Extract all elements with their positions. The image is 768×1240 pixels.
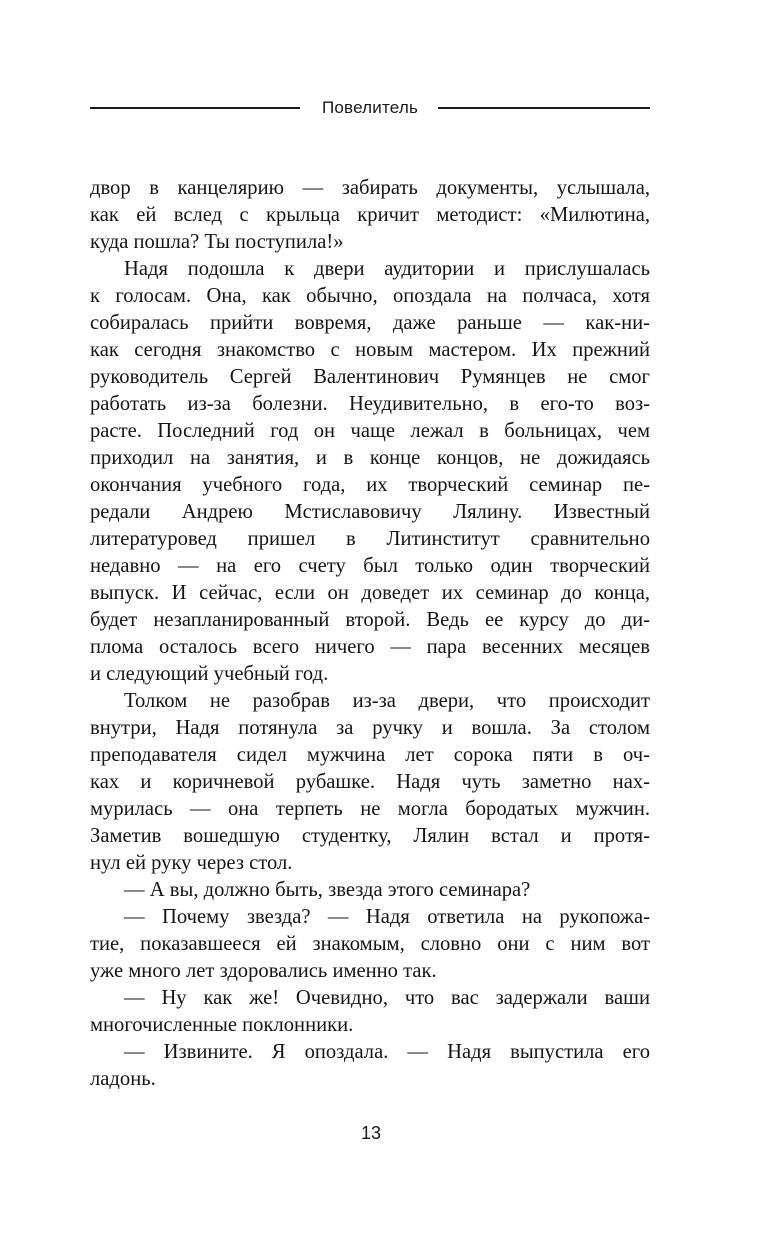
text-line: редали Андрею Мстиславовичу Лялину. Известный [90, 501, 650, 523]
text-line: многочисленные поклонники. [90, 1014, 354, 1036]
text-line: расте. Последний год он чаще лежал в больницах, чем [90, 420, 650, 442]
text-line: тие, показавшееся ей знакомым, словно они с ним вот [90, 933, 650, 955]
text-line: — А вы, должно быть, звезда этого семинара? [124, 879, 531, 901]
text-line: приходил на занятия, и в конце концов, не дожидаясь [90, 447, 650, 469]
text-line: преподавателя сидел мужчина лет сорока пяти в оч- [90, 744, 650, 766]
running-header [90, 96, 650, 120]
text-line: работать из-за болезни. Неудивительно, в его-то воз- [90, 393, 650, 415]
text-line: Толком не разобрав из-за двери, что происходит [124, 690, 650, 712]
text-line: к голосам. Она, как обычно, опоздала на полчаса, хотя [90, 285, 650, 307]
text-line: — Извините. Я опоздала. — Надя выпустила его [124, 1041, 650, 1063]
text-line: — Почему звезда? — Надя ответила на рукопожа- [124, 906, 650, 928]
text-line: мурилась — она терпеть не могла бородатых мужчин. [90, 798, 650, 820]
text-line: нул ей руку через стол. [90, 852, 293, 874]
text-line: плома осталось всего ничего — пара весенних месяцев [90, 636, 650, 658]
page-number: 13 [360, 1123, 382, 1143]
text-line: как ей вслед с крыльца кричит методист: «Милютина, [90, 204, 650, 226]
running-title: Повелитель [321, 98, 419, 117]
text-line: Заметив вошедшую студентку, Лялин встал и протя- [90, 825, 650, 847]
text-line: недавно — на его счету был только один творческий [90, 555, 650, 577]
text-line: ках и коричневой рубашке. Надя чуть заметно нах- [90, 771, 650, 793]
text-line: Надя подошла к двери аудитории и прислушалась [124, 258, 650, 280]
body-text [90, 175, 650, 1093]
text-line: ладонь. [90, 1068, 156, 1090]
text-line: окончания учебного года, их творческий семинар пе- [90, 474, 650, 496]
text-line: куда пошла? Ты поступила!» [90, 231, 344, 253]
text-line: двор в канцелярию — забирать документы, услышала, [90, 177, 650, 199]
text-line: внутри, Надя потянула за ручку и вошла. За столом [90, 717, 650, 739]
text-line: уже много лет здоровались именно так. [90, 960, 437, 982]
text-line: собиралась прийти вовремя, даже раньше — как-ни- [90, 312, 650, 334]
header-rule-right [438, 107, 650, 109]
header-rule-left [90, 107, 300, 109]
text-line: выпуск. И сейчас, если он доведет их семинар до конца, [90, 582, 650, 604]
text-line: — Ну как же! Очевидно, что вас задержали ваши [124, 987, 650, 1009]
text-line: будет незапланированный второй. Ведь ее курсу до ди- [90, 609, 650, 631]
text-line: руководитель Сергей Валентинович Румянцев не смог [90, 366, 650, 388]
text-line: литературовед пришел в Литинститут сравнительно [90, 528, 650, 550]
text-line: как сегодня знакомство с новым мастером. Их прежний [90, 339, 650, 361]
text-line: и следующий учебный год. [90, 663, 329, 685]
